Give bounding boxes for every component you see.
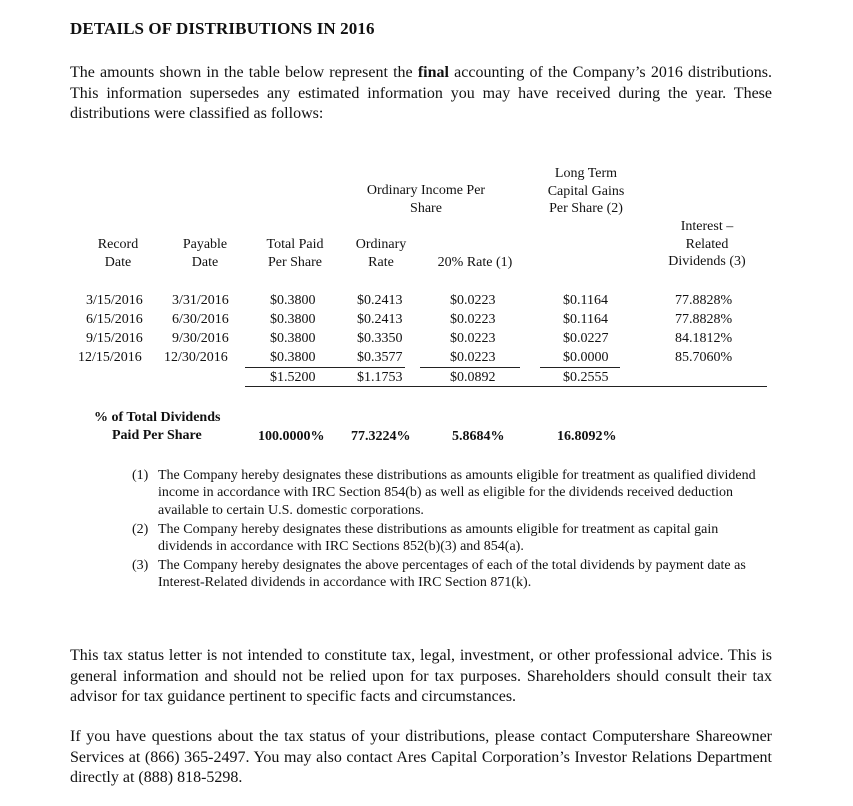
table-cell-ordinary: $0.3577: [357, 350, 403, 365]
footnote-text: The Company hereby designates these distributions as amounts eligible for treatment as qualified dividend income in accordance with IRC Section 854(b) as well as eligible for the dividends received deduction available to certain U.S. domestic corporations.: [158, 468, 756, 518]
totals-cell-ltcg: $0.2555: [563, 370, 609, 385]
table-cell-ltcg: $0.0000: [563, 350, 609, 365]
table-cell-rate20: $0.0223: [450, 350, 496, 365]
header-ordinary-rate: Ordinary Rate: [355, 237, 407, 270]
totals-cell-rate20: $0.0892: [450, 370, 496, 385]
table-cell-ordinary: $0.2413: [357, 312, 403, 327]
table-cell-ltcg: $0.1164: [563, 293, 608, 308]
footnote-number: (1): [132, 468, 149, 483]
intro-text-after: accounting of the Company’s 2016 distributions. This information supersedes any estimated information you may have received during the year. These distributions were classified as follows:: [70, 64, 773, 122]
percent-cell-ltcg: 16.8092%: [557, 429, 617, 444]
percent-label-line2: Paid Per Share: [112, 428, 202, 443]
table-cell-record: 9/15/2016: [86, 331, 143, 346]
header-total-paid-per-share: Total Paid Per Share: [266, 237, 324, 270]
table-cell-payable: 9/30/2016: [172, 331, 229, 346]
table-cell-payable: 6/30/2016: [172, 312, 229, 327]
table-cell-total: $0.3800: [270, 293, 316, 308]
header-interest-related-dividends: Interest – Related Dividends (3): [668, 219, 746, 269]
table-cell-interest: 85.7060%: [675, 350, 733, 365]
percent-cell-ordinary: 77.3224%: [351, 429, 411, 444]
footnote-text: The Company hereby designates these distributions as amounts eligible for treatment as capital gain dividends in accordance with IRC Sections 852(b)(3) and 854(a).: [158, 522, 719, 555]
table-cell-record: 6/15/2016: [86, 312, 143, 327]
header-ordinary-income-per-share: Ordinary Income Per Share: [366, 183, 486, 216]
intro-paragraph: [70, 63, 772, 125]
subtotal-rule: [245, 367, 405, 368]
totals-cell-total: $1.5200: [270, 370, 316, 385]
table-cell-total: $0.3800: [270, 350, 316, 365]
percent-cell-rate20: 5.8684%: [452, 429, 505, 444]
contact-paragraph: If you have questions about the tax status of your distributions, please contact Computershare Shareowner Services at (866) 365-2497. You may also contact Ares Capital Corporation’s Investor Relations Department directly at (888) 818-5298.: [70, 728, 772, 786]
footnote-1: [132, 467, 772, 519]
table-cell-ltcg: $0.1164: [563, 312, 608, 327]
table-cell-record: 12/15/2016: [78, 350, 142, 365]
table-cell-total: $0.3800: [270, 331, 316, 346]
disclaimer-paragraph: This tax status letter is not intended to constitute tax, legal, investment, or other professional advice. This is general information and should not be relied upon for tax purposes. Shareholders should consult their tax advisor for tax guidance pertinent to specific facts and circumstances.: [70, 647, 772, 705]
footnote-number: (2): [132, 522, 149, 537]
intro-text-before: The amounts shown in the table below represent the: [70, 64, 418, 81]
table-bottom-rule: [245, 386, 767, 387]
table-cell-payable: 12/30/2016: [164, 350, 228, 365]
table-cell-interest: 77.8828%: [675, 293, 733, 308]
table-cell-interest: 77.8828%: [675, 312, 733, 327]
table-cell-rate20: $0.0223: [450, 331, 496, 346]
percent-label-line1: % of Total Dividends: [94, 410, 221, 425]
intro-text-bold: final: [417, 64, 449, 81]
footnote-2: [132, 521, 772, 555]
table-cell-ordinary: $0.3350: [357, 331, 403, 346]
page-title: DETAILS OF DISTRIBUTIONS IN 2016: [70, 19, 375, 38]
subtotal-rule: [540, 367, 620, 368]
table-cell-rate20: $0.0223: [450, 312, 496, 327]
header-record-date: Record Date: [97, 237, 139, 270]
footnote-number: (3): [132, 558, 149, 573]
table-cell-rate20: $0.0223: [450, 293, 496, 308]
footnote-3: [132, 557, 772, 591]
percent-cell-total: 100.0000%: [258, 429, 325, 444]
table-cell-ltcg: $0.0227: [563, 331, 609, 346]
header-20-rate: 20% Rate (1): [437, 255, 513, 270]
header-payable-date: Payable Date: [182, 237, 228, 270]
footnote-text: The Company hereby designates the above percentages of each of the total dividends by payment date as Interest-Related dividends in accordance with IRC Section 871(k).: [158, 558, 746, 591]
table-cell-interest: 84.1812%: [675, 331, 733, 346]
table-cell-ordinary: $0.2413: [357, 293, 403, 308]
table-cell-record: 3/15/2016: [86, 293, 143, 308]
subtotal-rule: [420, 367, 520, 368]
header-long-term-capital-gains: Long Term Capital Gains Per Share (2): [547, 166, 625, 216]
totals-cell-ordinary: $1.1753: [357, 370, 403, 385]
table-cell-total: $0.3800: [270, 312, 316, 327]
table-cell-payable: 3/31/2016: [172, 293, 229, 308]
